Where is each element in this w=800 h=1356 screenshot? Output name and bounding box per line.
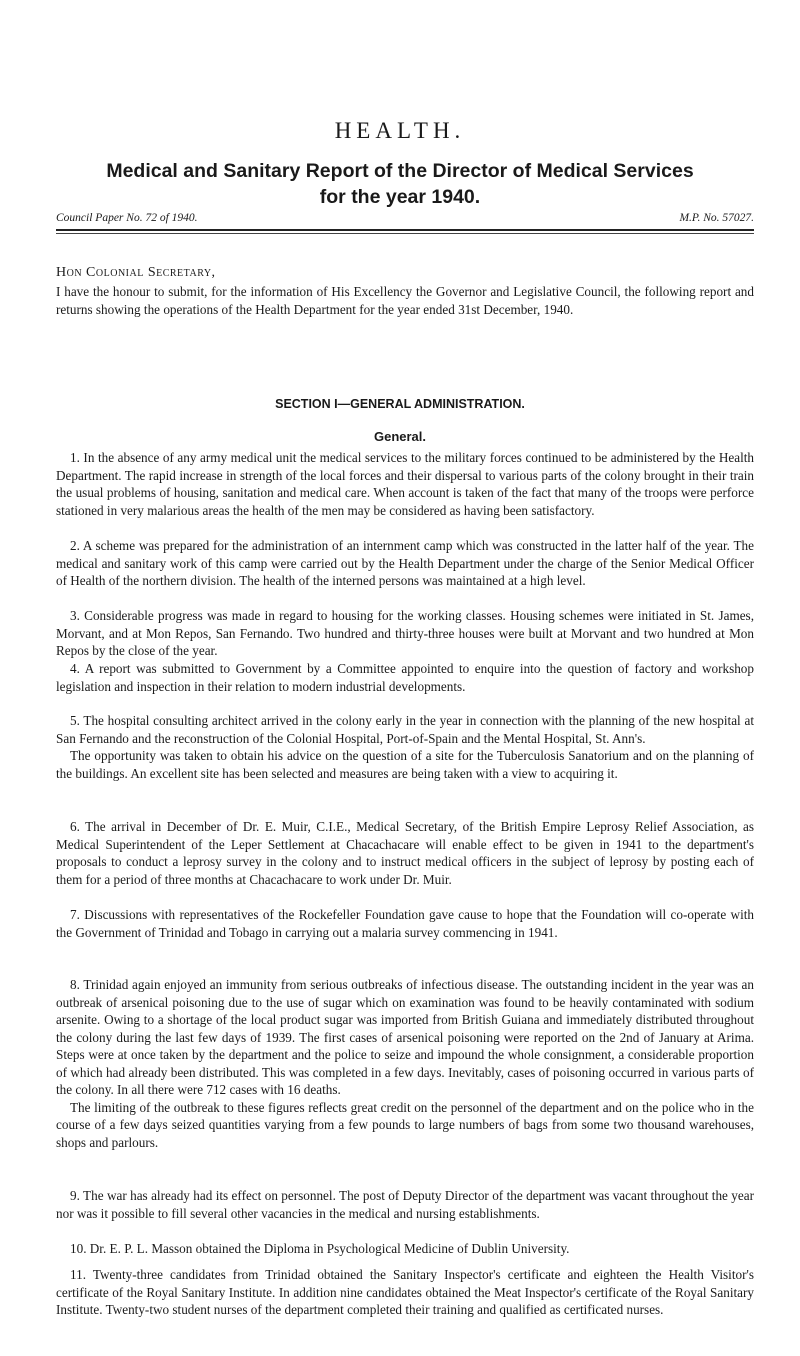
paragraph-text-continued: The opportunity was taken to obtain his advice on the question of a site for the Tuberculosis Sanatorium and on the planning of the buildings. An excellent site has been selected and measures are being taken with a view to acquiring it. bbox=[56, 748, 754, 781]
paragraph-3 bbox=[56, 607, 754, 660]
intro-paragraph: I have the honour to submit, for the information of His Excellency the Governor and Legislative Council, the following report and returns showing the operations of the Health Department for the year ended 31st December, 1940. bbox=[56, 284, 754, 317]
council-paper-number: Council Paper No. 72 of 1940. bbox=[56, 212, 198, 224]
paragraph-text: 3. Considerable progress was made in regard to housing for the working classes. Housing schemes were initiated in St. James, Morvant, and at Mon Repos, San Fernando. Two hundred and thirty-three houses were built at Morvant and two hundred at Mon Repos by the close of the year. bbox=[56, 608, 754, 658]
paragraph-text: 5. The hospital consulting architect arrived in the colony early in the year in connection with the planning of the new hospital at San Fernando and the reconstruction of the Colonial Hospital, Port-of-Spain and the Mental Hospital, St. Ann's. bbox=[56, 713, 754, 746]
paragraph-text-continued: The limiting of the outbreak to these figures reflects great credit on the personnel of the department and on the police who in the course of a few days seized quantities varying from a few pounds to large numbers of bags from some two thousand warehouses, shops and parlours. bbox=[56, 1099, 754, 1150]
paragraph-text: 2. A scheme was prepared for the administration of an internment camp which was constructed in the latter half of the year. The medical and sanitary work of this camp were carried out by the Health Department under the charge of the Senior Medical Officer of Health of the northern division. The health of the interned persons was maintained at a high level. bbox=[56, 538, 754, 588]
header-rule-thin bbox=[56, 233, 754, 234]
paragraph-4 bbox=[56, 660, 754, 695]
section-subheading: General. bbox=[373, 429, 427, 444]
paragraph-text: 6. The arrival in December of Dr. E. Muir, C.I.E., Medical Secretary, of the British Empire Leprosy Relief Association, as Medical Superintendent of the Leper Settlement at Chacachacare will enable effect to be given in 1941 to the department's proposals to conduct a leprosy survey in the colony and to instruct medical officers in the subject of leprosy by posting each of them for a period of three months at Chacachacare to work under Dr. Muir. bbox=[56, 819, 754, 887]
section-heading: SECTION I—GENERAL ADMINISTRATION. bbox=[275, 397, 525, 411]
paragraph-text: 8. Trinidad again enjoyed an immunity from serious outbreaks of infectious disease. The outstanding incident in the year was an outbreak of arsenical poisoning due to the use of sugar which on examination was found to be heavily contaminated with sodium arsenite. Owing to a shortage of the local product sugar was imported from British Guiana and immediately distributed throughout the colony during the last few days of 1939. The first cases of arsenical poisoning were reported on the 2nd of January at Arima. Steps were at once taken by the department and the police to seize and impound the whole consignment, a considerable proportion of which had already been distributed. This was completed in a few days. Inevitably, cases of poisoning occurred in various parts of the colony. In all there were 712 cases with 16 deaths. bbox=[56, 977, 754, 1097]
report-title-line-2: for the year 1940. bbox=[319, 186, 481, 208]
paragraph-text: 11. Twenty-three candidates from Trinidad obtained the Sanitary Inspector's certificate and eighteen the Health Visitor's certificate of the Royal Sanitary Institute. In addition nine candidates obtained the Meat Inspector's certificate of the Royal Sanitary Institute. Twenty-two student nurses of the department completed their training and qualified as certificated nurses. bbox=[56, 1267, 754, 1317]
paragraph-7 bbox=[56, 906, 754, 941]
salutation: Hon Colonial Secretary, bbox=[56, 265, 216, 280]
mp-number: M.P. No. 57027. bbox=[679, 212, 754, 224]
paragraph-9 bbox=[56, 1187, 754, 1222]
paragraph-text: 1. In the absence of any army medical unit the medical services to the military forces continued to be administered by the Health Department. The rapid increase in strength of the local forces and their dispersal to various parts of the colony brought in their train the usual problems of housing, sanitation and medical care. When account is taken of the fact that many of the troops were perforce stationed in very malarious areas the health of the men may be considered as having been satisfactory. bbox=[56, 450, 754, 518]
paragraph-11 bbox=[56, 1266, 754, 1319]
paragraph-2 bbox=[56, 537, 754, 590]
paragraph-text: 4. A report was submitted to Government by a Committee appointed to enquire into the question of factory and workshop legislation and inspection in their relation to modern industrial developments. bbox=[56, 661, 754, 694]
paragraph-1 bbox=[56, 449, 754, 519]
paragraph-text: 9. The war has already had its effect on personnel. The post of Deputy Director of the department was vacant throughout the year nor was it possible to fill several other vacancies in the medical and nursing establishments. bbox=[56, 1188, 754, 1221]
report-title-line-1: Medical and Sanitary Report of the Director of Medical Services bbox=[106, 160, 694, 182]
paragraph-text: 7. Discussions with representatives of the Rockefeller Foundation gave cause to hope that the Foundation will co-operate with the Government of Trinidad and Tobago in carrying out a malaria survey commencing in 1941. bbox=[56, 907, 754, 940]
paragraph-6 bbox=[56, 818, 754, 888]
paragraph-10 bbox=[56, 1240, 754, 1258]
paragraph-text: 10. Dr. E. P. L. Masson obtained the Diploma in Psychological Medicine of Dublin University. bbox=[70, 1241, 570, 1256]
document-title: HEALTH. bbox=[334, 118, 466, 143]
report-title bbox=[0, 158, 800, 210]
header-rule-thick bbox=[56, 229, 754, 231]
paragraph-5 bbox=[56, 712, 754, 782]
paragraph-8 bbox=[56, 976, 754, 1151]
